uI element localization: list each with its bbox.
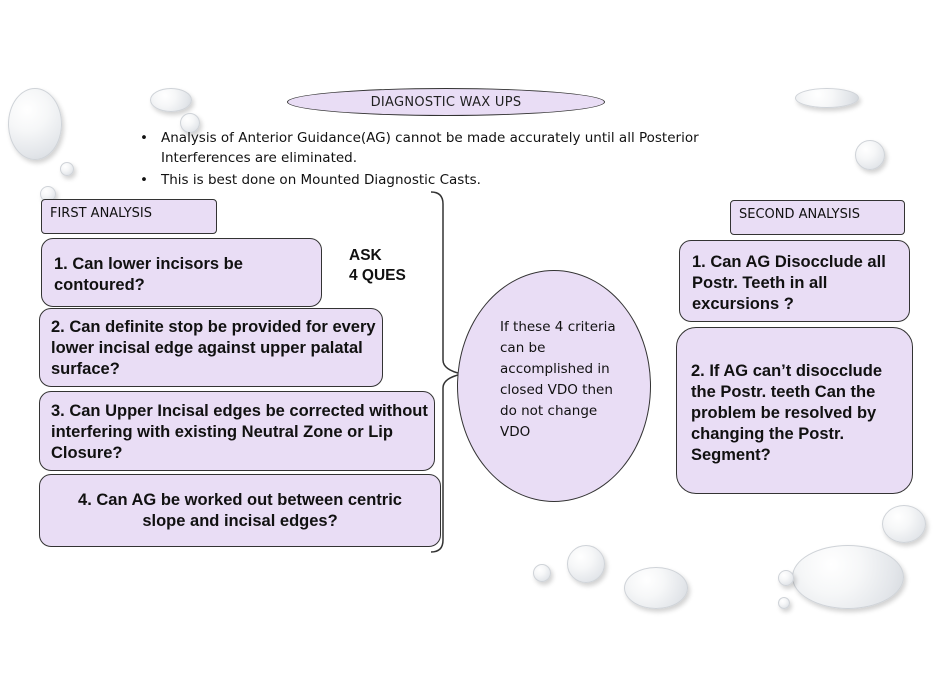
bullet-list — [140, 128, 740, 192]
water-drop-decoration — [778, 570, 794, 586]
slide-title-text: DIAGNOSTIC WAX UPS — [370, 94, 522, 110]
ask-note — [349, 246, 406, 286]
water-drop-decoration — [624, 567, 688, 609]
ask-note-line: 4 QUES — [349, 267, 406, 284]
second-analysis-label-text: SECOND ANALYSIS — [739, 207, 860, 222]
question-box-1 — [41, 238, 322, 307]
second-analysis-label — [730, 200, 905, 235]
water-drop-decoration — [8, 88, 62, 160]
question-box-3 — [39, 391, 435, 471]
water-drop-decoration — [795, 88, 859, 108]
water-drop-decoration — [150, 88, 192, 112]
water-drop-decoration — [855, 140, 885, 170]
water-drop-decoration — [60, 162, 74, 176]
question-text: 2. If AG can’t disocclude the Postr. teeth Can the problem be resolved by changing the Postr. Segment? — [691, 362, 883, 464]
bullet-item: • Analysis of Anterior Guidance(AG) cannot be made accurately until all Posterior Interferences are eliminated. — [140, 128, 740, 168]
first-analysis-label-text: FIRST ANALYSIS — [50, 206, 152, 221]
slide-title — [287, 88, 605, 116]
water-drop-decoration — [792, 545, 904, 609]
question-box-2 — [39, 308, 383, 387]
first-analysis-label — [41, 199, 217, 234]
question-text: 1. Can lower incisors be contoured? — [54, 255, 243, 294]
question-text: 1. Can AG Disocclude all Postr. Teeth in all excursions ? — [692, 253, 886, 313]
water-drop-decoration — [533, 564, 551, 582]
water-drop-decoration — [778, 597, 790, 609]
second-question-box-1 — [679, 240, 910, 322]
question-text: 3. Can Upper Incisal edges be corrected without interfering with existing Neutral Zone or Lip Closure? — [51, 402, 428, 462]
center-note: If these 4 criteria can be accomplished in closed VDO then do not change VDO — [500, 319, 616, 440]
ask-note-line: ASK — [349, 247, 382, 264]
question-text: 4. Can AG be worked out between centric slope and incisal edges? — [78, 491, 402, 530]
question-text: 2. Can definite stop be provided for every lower incisal edge against upper palatal surface? — [51, 318, 376, 378]
water-drop-decoration — [567, 545, 605, 583]
bullet-item: • This is best done on Mounted Diagnostic Casts. — [140, 170, 740, 190]
second-question-box-2 — [676, 327, 913, 494]
water-drop-decoration — [882, 505, 926, 543]
question-box-4 — [39, 474, 441, 547]
